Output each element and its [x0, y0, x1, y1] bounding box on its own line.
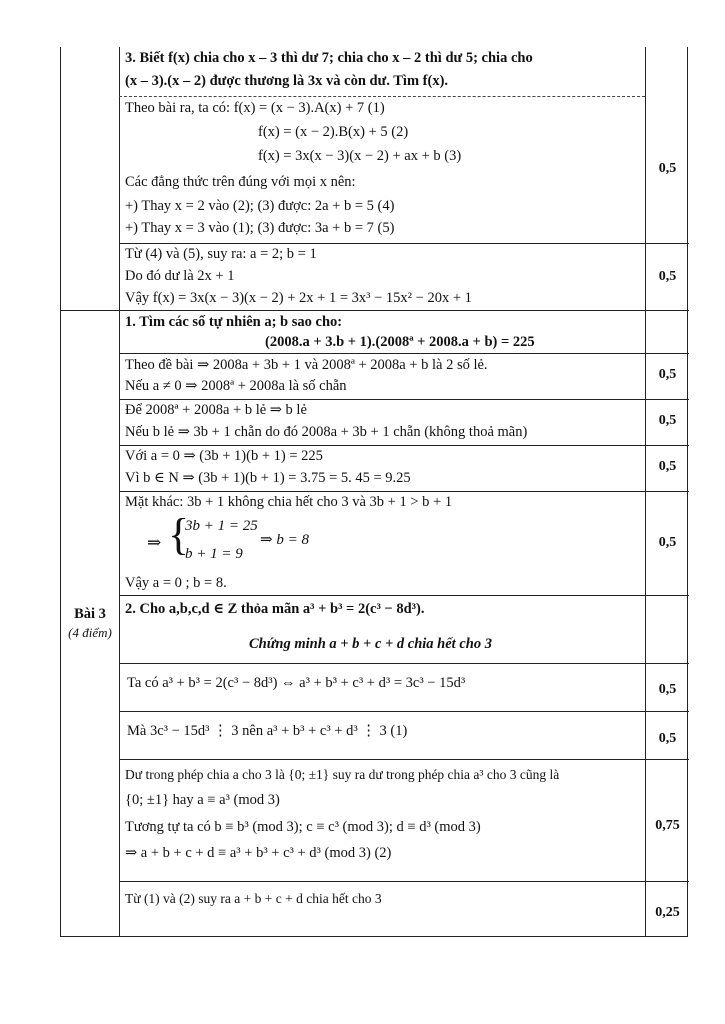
score: 0,25	[655, 905, 680, 920]
problem-label: Bài 3	[74, 606, 106, 622]
p1-title-line2: (2008.a + 3.b + 1).(2008ª + 2008.a + b) = 225	[265, 334, 535, 350]
system-result: ⇒ b = 8	[260, 532, 309, 548]
score: 0,5	[658, 269, 677, 284]
p1-r4-line1: Mặt khác: 3b + 1 không chia hết cho 3 và 3b + 1 > b + 1	[125, 494, 453, 510]
row-divider	[119, 759, 689, 760]
p2-step4: Từ (1) và (2) suy ra a + b + c + d chia hết cho 3	[125, 891, 382, 906]
part3-line-6: +) Thay x = 3 vào (1); (3) được: 3a + b = 7 (5)	[125, 220, 395, 236]
system-eq2: b + 1 = 9	[185, 546, 243, 562]
system-eq1: 3b + 1 = 25	[185, 518, 258, 534]
score: 0,75	[655, 818, 680, 833]
dashed-divider	[119, 96, 645, 97]
p1-r4-conclusion: Vậy a = 0 ; b = 8.	[125, 575, 227, 591]
row-divider	[119, 491, 689, 492]
p1-title-line1: 1. Tìm các số tự nhiên a; b sao cho:	[125, 314, 343, 330]
p1-r3-line1: Với a = 0 ⇒ (3b + 1)(b + 1) = 225	[125, 448, 323, 464]
score: 0,5	[658, 459, 677, 474]
part3-line-9: Vậy f(x) = 3x(x − 3)(x − 2) + 2x + 1 = 3x³ − 15x² − 20x + 1	[125, 290, 472, 306]
part3-line-4: Các đẳng thức trên đúng với mọi x nên:	[125, 174, 356, 190]
section-divider	[61, 310, 689, 311]
part3-line-8: Do đó dư là 2x + 1	[125, 268, 235, 284]
score: 0,5	[658, 731, 677, 746]
row-divider	[119, 445, 689, 446]
row-divider	[119, 399, 689, 400]
p1-r1-line2: Nếu a ≠ 0 ⇒ 2008ª + 2008a là số chẵn	[125, 378, 347, 394]
p2-step1: Ta có a³ + b³ = 2(c³ − 8d³) ⇔ a³ + b³ + c³ + d³ = 3c³ − 15d³	[127, 675, 466, 691]
row-divider	[119, 243, 689, 244]
score: 0,5	[658, 161, 677, 176]
p1-r1-line1: Theo đề bài ⇒ 2008a + 3b + 1 và 2008ª + 2008a + b là 2 số lẻ.	[125, 357, 488, 373]
part3-line-1: Theo bài ra, ta có: f(x) = (x − 3).A(x) + 7 (1)	[125, 100, 385, 116]
score: 0,5	[658, 535, 677, 550]
p1-r2-line2: Nếu b lẻ ⇒ 3b + 1 chẵn do đó 2008a + 3b + 1 chẵn (không thoả mãn)	[125, 424, 528, 440]
p2-step3-line1: Dư trong phép chia a cho 3 là {0; ±1} suy ra dư trong phép chia a³ cho 3 cũng là	[125, 767, 560, 782]
grading-table	[60, 47, 688, 937]
part3-line-7: Từ (4) và (5), suy ra: a = 2; b = 1	[125, 246, 317, 262]
row-divider	[119, 711, 689, 712]
p2-step3-line3: Tương tự ta có b ≡ b³ (mod 3); c ≡ c³ (mod 3); d ≡ d³ (mod 3)	[125, 819, 481, 835]
implies-arrow: ⇒	[147, 533, 162, 552]
row-divider	[119, 881, 689, 882]
score: 0,5	[658, 367, 677, 382]
system-brace: {	[168, 510, 190, 559]
score: 0,5	[658, 682, 677, 697]
part3-title-line2: (x – 3).(x – 2) được thương là 3x và còn dư. Tìm f(x).	[125, 73, 449, 89]
p2-title-line1: 2. Cho a,b,c,d ∈ Z thỏa mãn a³ + b³ = 2(c³ − 8d³).	[125, 601, 425, 617]
p1-r2-line1: Để 2008ª + 2008a + b lẻ ⇒ b lẻ	[125, 402, 307, 418]
p2-step3-line2: {0; ±1} hay a ≡ a³ (mod 3)	[125, 792, 280, 808]
p2-step2: Mà 3c³ − 15d³ ⋮ 3 nên a³ + b³ + c³ + d³ ⋮ 3 (1)	[127, 723, 408, 739]
row-divider	[119, 663, 689, 664]
p1-r3-line2: Vì b ∈ N ⇒ (3b + 1)(b + 1) = 3.75 = 5. 45 = 9.25	[125, 470, 411, 486]
part3-line-5: +) Thay x = 2 vào (2); (3) được: 2a + b = 5 (4)	[125, 198, 395, 214]
p2-step3-line4: ⇒ a + b + c + d ≡ a³ + b³ + c³ + d³ (mod 3) (2)	[125, 845, 392, 861]
problem-points: (4 điểm)	[68, 625, 112, 640]
part3-line-3: f(x) = 3x(x − 3)(x − 2) + ax + b (3)	[258, 148, 462, 164]
p2-title-line2: Chứng minh a + b + c + d chia hết cho 3	[249, 636, 492, 652]
row-divider	[119, 353, 689, 354]
score: 0,5	[658, 413, 677, 428]
part3-line-2: f(x) = (x − 2).B(x) + 5 (2)	[258, 124, 409, 140]
part3-title-line1: 3. Biết f(x) chia cho x – 3 thì dư 7; chia cho x – 2 thì dư 5; chia cho	[125, 50, 533, 66]
row-divider	[119, 595, 689, 596]
